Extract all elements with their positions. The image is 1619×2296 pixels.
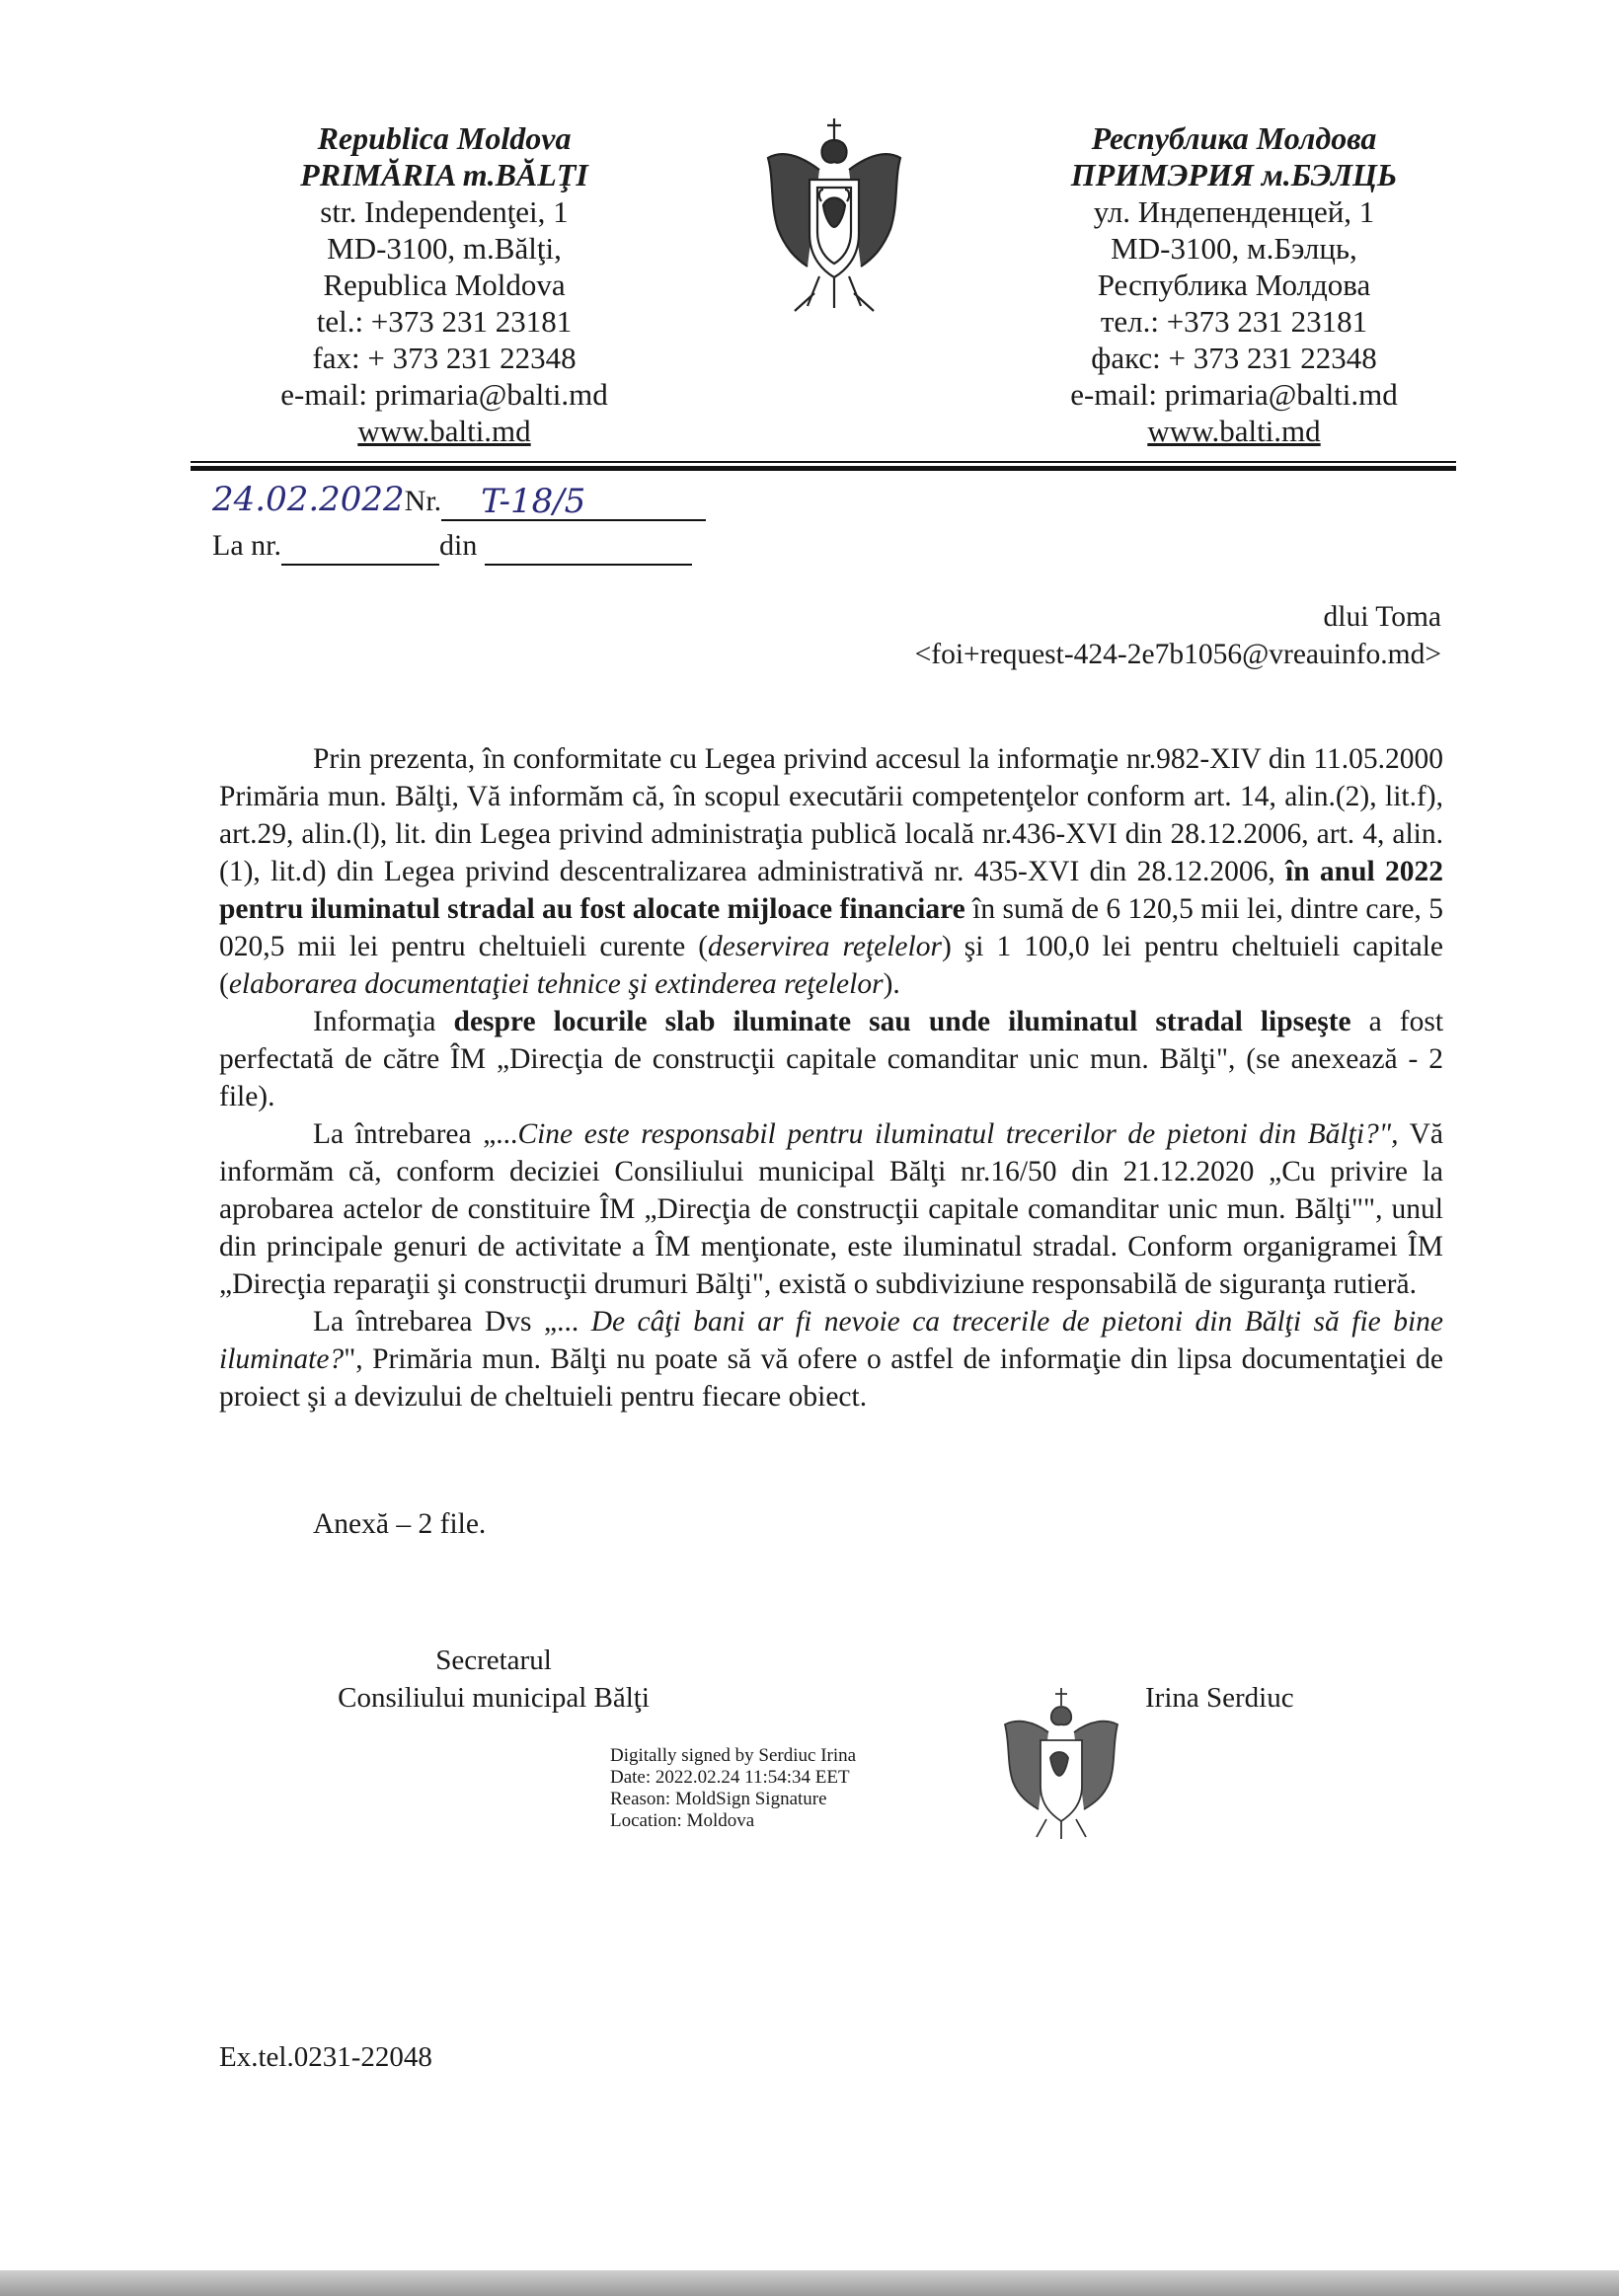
header-website-link[interactable]: www.balti.md [1147, 414, 1321, 448]
header-postal: MD-3100, m.Bălţi, [327, 231, 562, 266]
reference-number-line [212, 526, 735, 566]
header-tel: tel.: +373 231 23181 [316, 304, 573, 339]
header-country: Республика Молдова [1091, 120, 1377, 156]
header-institution: ПРИМЭРИЯ м.БЭЛЦЬ [1070, 157, 1398, 192]
digital-signature-location: Location: Moldova [610, 1810, 755, 1831]
header-postal: MD-3100, м.Бэлць, [1111, 231, 1357, 266]
registration-number-line [212, 480, 735, 521]
header-romanian [247, 120, 642, 449]
signatory-title-line1: Secretarul [435, 1645, 552, 1676]
header-divider-thin [191, 461, 1456, 463]
din-label: din [438, 529, 478, 562]
paragraph-3: La întrebarea „...Cine este responsabil pentru iluminatul trecerilor de pietoni din Bălţi?", Vă informăm că, conform deciziei Consiliului municipal Bălţi nr.16/50 din 21.12.2020 „Cu privire la aprobarea actelor de constituire ÎM „Direcţia de construcţii capitale comanditar unic mun. Bălţi"", unul din principale genuri de activitate a ÎM menţionate, este iluminatul stradal. Conform organigramei ÎM „Direcţia reparaţii şi construcţii drumuri Bălţi", există o subdiviziune responsabilă de siguranţa rutieră. [219, 1118, 1443, 1300]
recipient-name: dlui Toma [1323, 601, 1441, 633]
paragraph-4: La întrebarea Dvs „... De câţi bani ar fi nevoie ca trecerile de pietoni din Bălţi să fie bine iluminate?", Primăria mun. Bălţi nu poate să vă ofere o astfel de informaţie din lipsa documentaţiei de proiect şi a devizului de cheltuieli pentru fiecare obiect. [219, 1306, 1444, 1413]
paragraph-2: Informaţia despre locurile slab iluminate sau unde iluminatul stradal lipseşte a fost perfectată de către ÎM „Direcţia de construcţii capitale comanditar unic mun. Bălţi", (se anexează - 2 file). [219, 1006, 1444, 1112]
signatory-name: Irina Serdiuc [1145, 1682, 1294, 1714]
scan-edge-shadow [0, 2270, 1619, 2296]
header-institution: PRIMĂRIA m.BĂLŢI [300, 157, 588, 192]
letter-body [219, 740, 1443, 1416]
header-country-line: Republica Moldova [323, 268, 566, 302]
footer-phone: Ex.tel.0231-22048 [219, 2041, 432, 2073]
digital-signature-date: Date: 2022.02.24 11:54:34 EET [610, 1767, 850, 1788]
digital-signature-info [610, 1745, 936, 1832]
header-website-link[interactable]: www.balti.md [357, 414, 531, 448]
la-nr-field [281, 564, 439, 566]
recipient-email: <foi+request-424-2e7b1056@vreauinfo.md> [914, 639, 1441, 670]
header-email: e-mail: primaria@balti.md [1070, 377, 1398, 412]
header-fax: факс: + 373 231 22348 [1091, 341, 1377, 375]
header-country-line: Республика Молдова [1097, 268, 1371, 302]
header-email: e-mail: primaria@balti.md [280, 377, 608, 412]
header-fax: fax: + 373 231 22348 [312, 341, 577, 375]
moldova-coat-of-arms-icon [760, 111, 908, 323]
digital-signature-signer: Digitally signed by Serdiuc Irina [610, 1745, 857, 1766]
header-country: Republica Moldova [317, 120, 572, 156]
signatory-title [296, 1642, 691, 1717]
header-russian [1037, 120, 1431, 449]
din-field [485, 564, 692, 566]
la-nr-label: La nr. [212, 529, 281, 562]
header-street: ул. Индепенденцей, 1 [1093, 194, 1375, 229]
nr-label: Nr. [404, 485, 442, 517]
signatory-title-line2: Consiliului municipal Bălţi [338, 1682, 650, 1714]
header-divider-thick [191, 466, 1456, 471]
annex-note: Anexă – 2 file. [313, 1508, 487, 1540]
digital-signature-reason: Reason: MoldSign Signature [610, 1789, 827, 1809]
recipient-block [691, 598, 1441, 673]
paragraph-1: Prin prezenta, în conformitate cu Legea privind accesul la informaţie nr.982-XIV din 11.05.2000 Primăria mun. Bălţi, Vă informăm că, în scopul executării competenţelor conform art. 14, alin.(2), lit.f), art.29, alin.(l), lit. din Legea privind administraţia publică locală nr.436-XVI din 28.12.2006, art. 4, alin. (1), lit.d) din Legea privind descentralizarea administrativă nr. 435-XVI din 28.12.2006, în anul 2022 pentru iluminatul stradal au fost alocate mijloace financiare în sumă de 6 120,5 mii lei, dintre care, 5 020,5 mii lei pentru cheltuieli curente (deservirea reţelelor) şi 1 100,0 lei pentru cheltuieli capitale (elaborarea documentaţiei tehnice şi extinderea reţelelor). [219, 743, 1443, 1000]
handwritten-date: 24.02.2022 [212, 480, 405, 519]
header-street: str. Independenţei, 1 [320, 194, 569, 229]
nr-field [441, 482, 706, 521]
signature-coat-of-arms-icon [997, 1683, 1125, 1841]
header-tel: тел.: +373 231 23181 [1100, 304, 1368, 339]
handwritten-number: T-18/5 [481, 482, 586, 521]
